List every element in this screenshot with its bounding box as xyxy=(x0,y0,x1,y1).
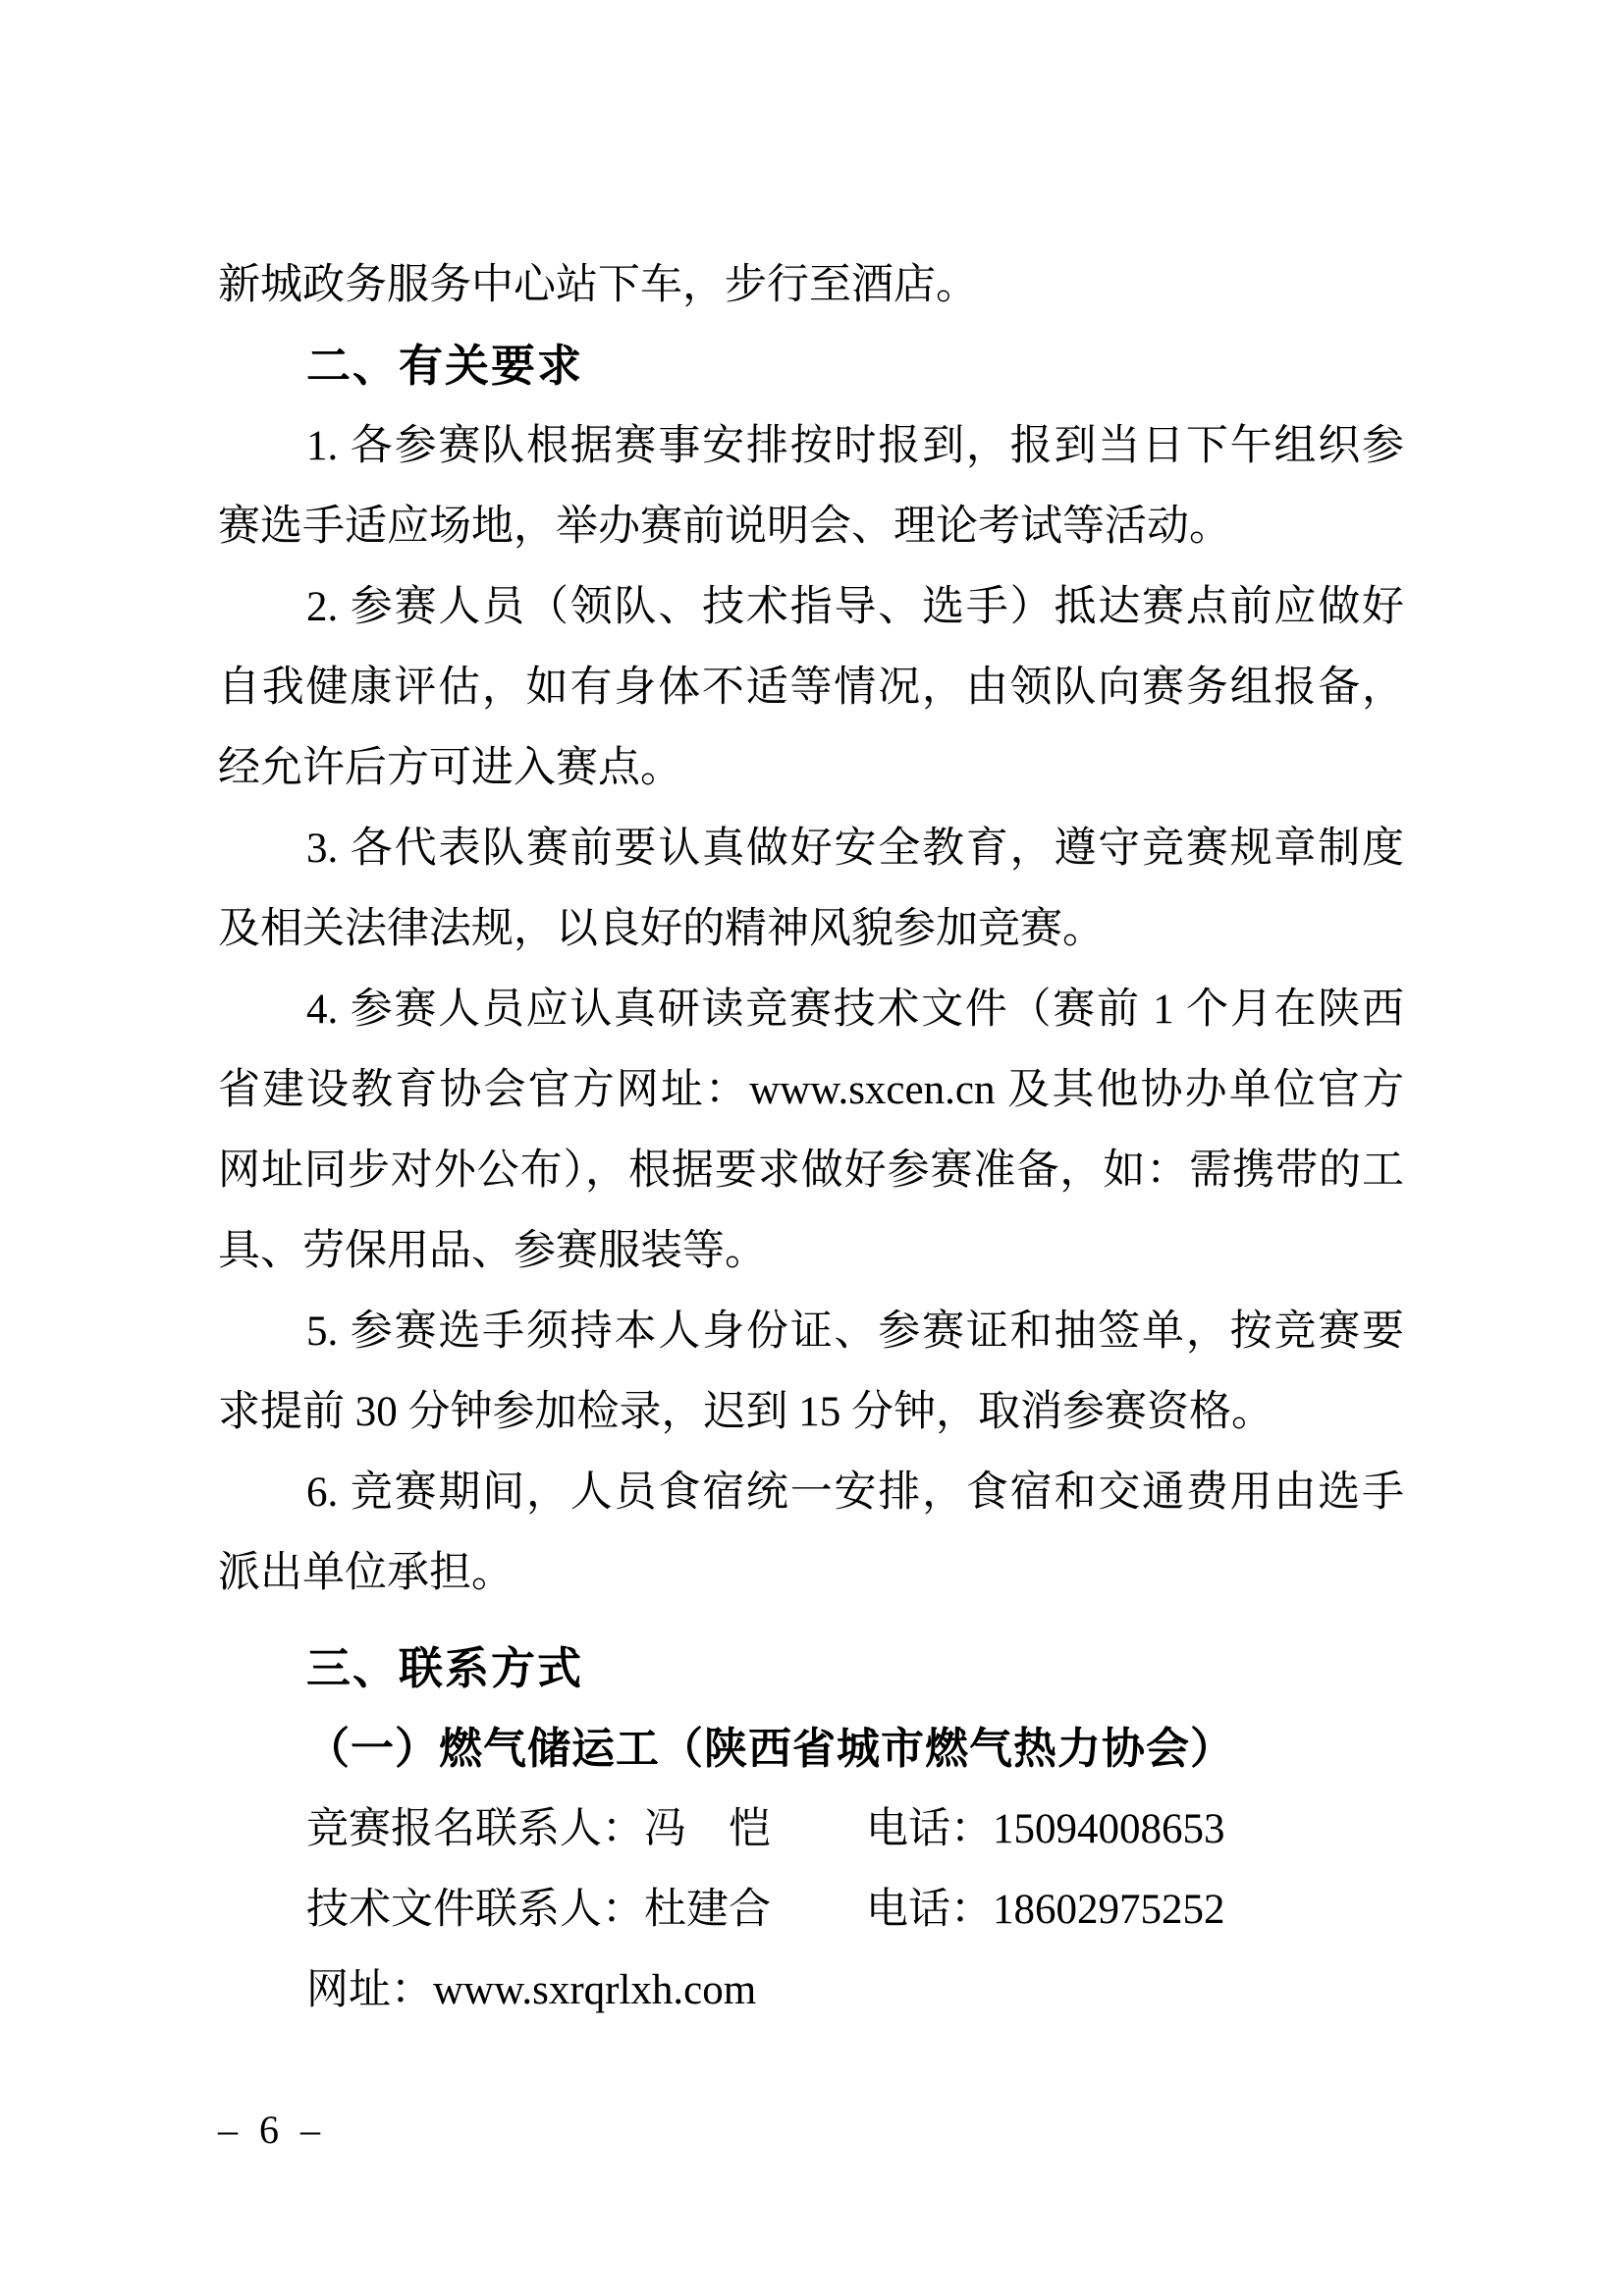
body-line-continuation: 新城政务服务中心站下车，步行至酒店。 xyxy=(218,262,978,308)
paragraph-line-item2: 2. 参赛人员（领队、技术指导、选手）抵达赛点前应做好 xyxy=(306,584,1404,630)
contact-row-registration xyxy=(218,1789,1404,1870)
paragraph-line-item6: 6. 竞赛期间，人员食宿统一安排，食宿和交通费用由选手 xyxy=(306,1469,1404,1516)
paragraph-line-item2-cont2: 经允许后方可进入赛点。 xyxy=(218,745,682,791)
paragraph-line-item4: 4. 参赛人员应认真研读竞赛技术文件（赛前 1 个月在陕西 xyxy=(306,987,1404,1033)
contact-role-name: 技术文件联系人：杜建合 xyxy=(306,1887,771,1933)
paragraph-line-item1-cont: 赛选手适应场地，举办赛前说明会、理论考试等活动。 xyxy=(218,504,1231,550)
contact-phone: 电话：18602975252 xyxy=(866,1887,1225,1933)
website-line: 网址：www.sxrqrlxh.com xyxy=(306,1967,757,2013)
paragraph-line-item4-cont3: 具、劳保用品、参赛服装等。 xyxy=(218,1228,767,1274)
paragraph-line-item5-cont: 求提前 30 分钟参加检录，迟到 15 分钟，取消参赛资格。 xyxy=(218,1389,1273,1435)
paragraph-line-item3-cont: 及相关法律法规，以良好的精神风貌参加竞赛。 xyxy=(218,906,1105,952)
paragraph-line-item3: 3. 各代表队赛前要认真做好安全教育，遵守竞赛规章制度 xyxy=(306,826,1404,872)
paragraph-line-item4-cont1: 省建设教育协会官方网址：www.sxcen.cn 及其他协办单位官方 xyxy=(218,1067,1404,1113)
paragraph-line-item2-cont1: 自我健康评估，如有身体不适等情况，由领队向赛务组报备， xyxy=(218,665,1404,711)
subsection-heading-gas-storage: （一）燃气储运工（陕西省城市燃气热力协会） xyxy=(306,1725,1234,1773)
paragraph-line-item6-cont: 派出单位承担。 xyxy=(218,1550,514,1596)
contact-row-technical xyxy=(218,1870,1404,1950)
section-heading-requirements: 二、有关要求 xyxy=(306,341,584,391)
paragraph-line-item5: 5. 参赛选手须持本人身份证、参赛证和抽签单，按竞赛要 xyxy=(306,1308,1404,1355)
paragraph-line-item1: 1. 各参赛队根据赛事安排按时报到，报到当日下午组织参 xyxy=(306,423,1404,469)
section-heading-contact: 三、联系方式 xyxy=(306,1643,584,1693)
contact-role-name: 竞赛报名联系人：冯 恺 xyxy=(306,1806,771,1852)
contact-phone: 电话：15094008653 xyxy=(866,1806,1225,1852)
paragraph-line-item4-cont2: 网址同步对外公布），根据要求做好参赛准备，如：需携带的工 xyxy=(218,1148,1404,1194)
page-number: – 6 – xyxy=(218,2108,326,2152)
document-body xyxy=(218,245,1404,2031)
